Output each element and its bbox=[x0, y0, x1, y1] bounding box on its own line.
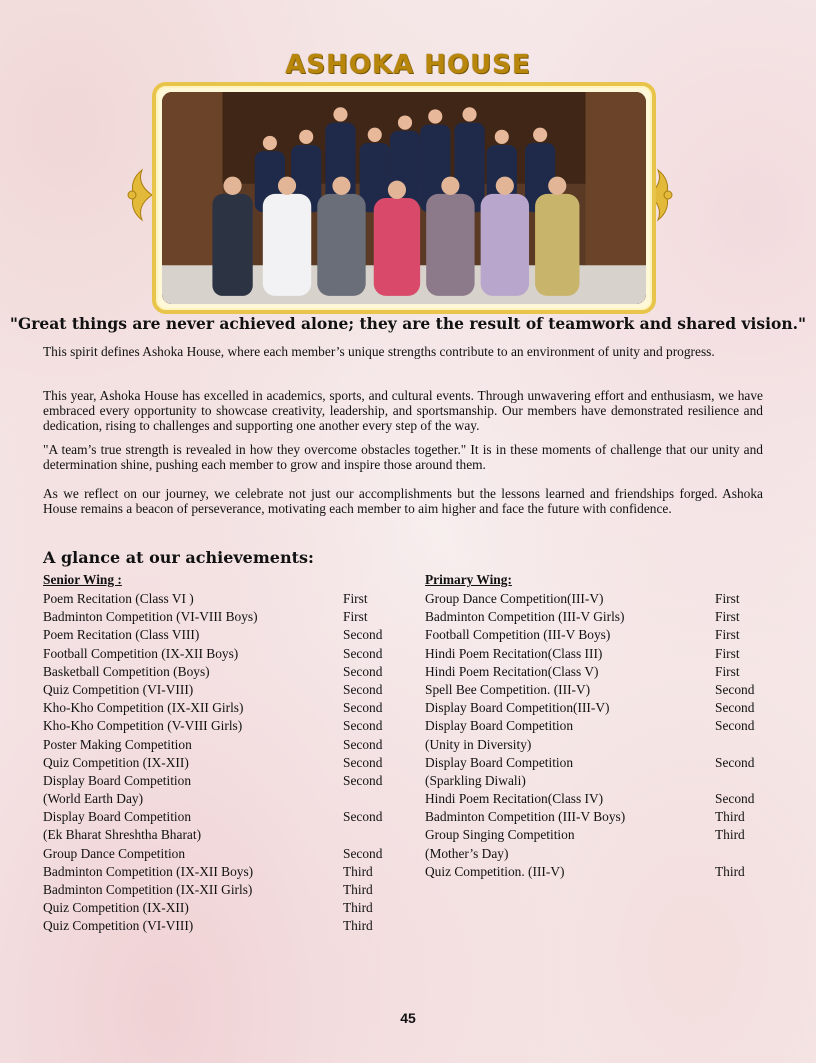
achievement-row bbox=[425, 699, 775, 717]
achievement-event: Quiz Competition (VI-VIII) bbox=[43, 918, 194, 934]
achievement-position: Second bbox=[715, 700, 755, 716]
primary-wing-title: Primary Wing: bbox=[425, 572, 512, 587]
primary-wing-list bbox=[425, 590, 775, 881]
achievement-position: Second bbox=[715, 718, 755, 734]
paragraph-intro: This spirit defines Ashoka House, where each member’s unique strengths contribute to an environment of unity and progress. bbox=[43, 344, 715, 359]
achievement-position: Second bbox=[343, 718, 383, 734]
achievement-position: Second bbox=[715, 791, 755, 807]
achievement-event: Badminton Competition (IX-XII Boys) bbox=[43, 863, 254, 879]
achievement-row bbox=[43, 681, 403, 699]
achievement-event: Poster Making Competition bbox=[43, 736, 192, 752]
achievement-position: First bbox=[715, 663, 740, 679]
achievement-row bbox=[43, 772, 403, 790]
achievement-row bbox=[425, 772, 775, 790]
achievement-event: Badminton Competition (IX-XII Girls) bbox=[43, 882, 253, 897]
achievement-row bbox=[425, 663, 775, 681]
achievement-position: First bbox=[715, 591, 740, 606]
achievement-event: Display Board Competition bbox=[425, 754, 574, 770]
achievement-event: Hindi Poem Recitation(Class III) bbox=[425, 645, 603, 661]
group-photo-image bbox=[162, 92, 646, 304]
page-title: ASHOKA HOUSE bbox=[285, 50, 531, 80]
achievement-event: Group Dance Competition bbox=[43, 845, 186, 861]
left-ornament-icon bbox=[124, 160, 154, 230]
achievement-event: Quiz Competition (VI-VIII) bbox=[43, 681, 194, 697]
achievement-row bbox=[425, 717, 775, 735]
achievement-event: (Ek Bharat Shreshtha Bharat) bbox=[43, 827, 202, 843]
senior-wing-list bbox=[43, 590, 403, 936]
achievement-event: Spell Bee Competition. (III-V) bbox=[425, 681, 591, 697]
achievements-heading: A glance at our achievements: bbox=[43, 548, 314, 567]
quote: "Great things are never achieved alone; they are the result of teamwork and shared vision." bbox=[9, 314, 807, 333]
achievement-event: Kho-Kho Competition (IX-XII Girls) bbox=[43, 700, 244, 716]
achievement-position: Second bbox=[343, 754, 383, 770]
achievement-event: Group Dance Competition(III-V) bbox=[425, 591, 604, 606]
achievement-row bbox=[43, 645, 403, 663]
achievement-event: Display Board Competition bbox=[43, 772, 192, 788]
achievement-event: Poem Recitation (Class VI ) bbox=[43, 591, 194, 606]
achievement-position: Second bbox=[715, 754, 755, 770]
achievement-row bbox=[43, 663, 403, 681]
achievement-event: Display Board Competition bbox=[43, 809, 192, 825]
achievement-position: Second bbox=[715, 681, 755, 697]
achievement-row bbox=[43, 717, 403, 735]
achievement-row bbox=[43, 626, 403, 644]
achievement-event: Hindi Poem Recitation(Class V) bbox=[425, 663, 599, 679]
achievement-position: First bbox=[715, 627, 740, 643]
achievement-position: Second bbox=[343, 645, 383, 661]
achievement-row bbox=[425, 608, 775, 626]
achievement-row bbox=[425, 826, 775, 844]
achievement-event: Display Board Competition(III-V) bbox=[425, 700, 610, 716]
achievement-row bbox=[43, 881, 403, 899]
achievement-row bbox=[425, 681, 775, 699]
achievement-event: Badminton Competition (III-V Girls) bbox=[425, 609, 625, 625]
achievement-position: Second bbox=[343, 627, 383, 643]
achievement-event: Football Competition (III-V Boys) bbox=[425, 627, 611, 643]
achievement-position: Third bbox=[343, 882, 373, 897]
achievement-position: Third bbox=[715, 809, 745, 825]
paragraph-year: This year, Ashoka House has excelled in academics, sports, and cultural events. Through unwavering effort and enthusiasm, we have embraced every opportunity to showcase creativity, leadership, and sportsmanship. Our members have demonstrated resilience and dedication, rising to challenges and supporting one another every step of the way. bbox=[43, 388, 763, 433]
page-number: 45 bbox=[400, 1010, 416, 1026]
achievement-row bbox=[425, 590, 775, 608]
senior-wing-title: Senior Wing : bbox=[43, 572, 122, 587]
achievement-position: Second bbox=[343, 809, 383, 825]
achievement-position: Second bbox=[343, 845, 383, 861]
achievement-row bbox=[425, 754, 775, 772]
achievement-event: (Mother’s Day) bbox=[425, 845, 509, 861]
achievement-row bbox=[43, 917, 403, 935]
achievement-row bbox=[43, 699, 403, 717]
achievement-row bbox=[43, 736, 403, 754]
achievement-event: Quiz Competition (IX-XII) bbox=[43, 900, 189, 916]
achievement-event: Kho-Kho Competition (V-VIII Girls) bbox=[43, 718, 243, 734]
achievement-position: Second bbox=[343, 772, 383, 788]
achievement-row bbox=[425, 645, 775, 663]
achievement-event: Badminton Competition (III-V Boys) bbox=[425, 809, 626, 825]
achievement-event: Football Competition (IX-XII Boys) bbox=[43, 645, 239, 661]
achievement-position: Third bbox=[343, 918, 373, 934]
achievement-event: Poem Recitation (Class VIII) bbox=[43, 627, 200, 643]
achievement-event: Hindi Poem Recitation(Class IV) bbox=[425, 791, 604, 807]
achievement-position: Third bbox=[343, 900, 373, 916]
achievement-row bbox=[43, 863, 403, 881]
achievement-event: Quiz Competition (IX-XII) bbox=[43, 754, 189, 770]
achievement-row bbox=[425, 808, 775, 826]
achievement-row bbox=[425, 626, 775, 644]
achievement-row bbox=[43, 826, 403, 844]
achievement-row bbox=[43, 845, 403, 863]
achievement-position: Third bbox=[715, 863, 745, 879]
achievement-position: Second bbox=[343, 681, 383, 697]
achievement-event: (Unity in Diversity) bbox=[425, 736, 532, 752]
achievement-row bbox=[43, 808, 403, 826]
paragraph-strength: "A team’s true strength is revealed in how they overcome obstacles together." It is in these moments of challenge that our unity and determination shine, pushing each member to grow and inspire those around them. bbox=[43, 442, 763, 472]
achievement-event: Badminton Competition (VI-VIII Boys) bbox=[43, 609, 258, 625]
achievement-row bbox=[43, 899, 403, 917]
achievement-event: Display Board Competition bbox=[425, 718, 574, 734]
achievement-position: Third bbox=[343, 863, 373, 879]
achievement-row bbox=[425, 790, 775, 808]
achievement-event: Group Singing Competition bbox=[425, 827, 575, 843]
paragraph-reflection: As we reflect on our journey, we celebrate not just our accomplishments but the lessons learned and friendships forged. Ashoka House remains a beacon of perseverance, motivating each member to aim higher and face the future with confidence. bbox=[43, 486, 763, 516]
achievement-event: Quiz Competition. (III-V) bbox=[425, 863, 565, 879]
achievement-row bbox=[425, 845, 775, 863]
achievement-event: (Sparkling Diwali) bbox=[425, 772, 526, 788]
achievement-event: (World Earth Day) bbox=[43, 791, 144, 807]
achievement-event: Basketball Competition (Boys) bbox=[43, 663, 210, 679]
achievement-position: Second bbox=[343, 663, 383, 679]
achievement-position: Second bbox=[343, 736, 383, 752]
achievement-position: First bbox=[715, 609, 740, 625]
group-photo-frame bbox=[152, 82, 656, 314]
achievement-row bbox=[43, 590, 403, 608]
achievement-row bbox=[43, 790, 403, 808]
achievement-row bbox=[425, 863, 775, 881]
achievement-row bbox=[43, 754, 403, 772]
achievement-row bbox=[43, 608, 403, 626]
achievement-position: First bbox=[343, 591, 368, 606]
achievement-position: First bbox=[715, 645, 740, 661]
achievement-row bbox=[425, 736, 775, 754]
achievement-position: Third bbox=[715, 827, 745, 843]
group-photo bbox=[162, 92, 646, 304]
achievement-position: Second bbox=[343, 700, 383, 716]
achievement-position: First bbox=[343, 609, 368, 625]
